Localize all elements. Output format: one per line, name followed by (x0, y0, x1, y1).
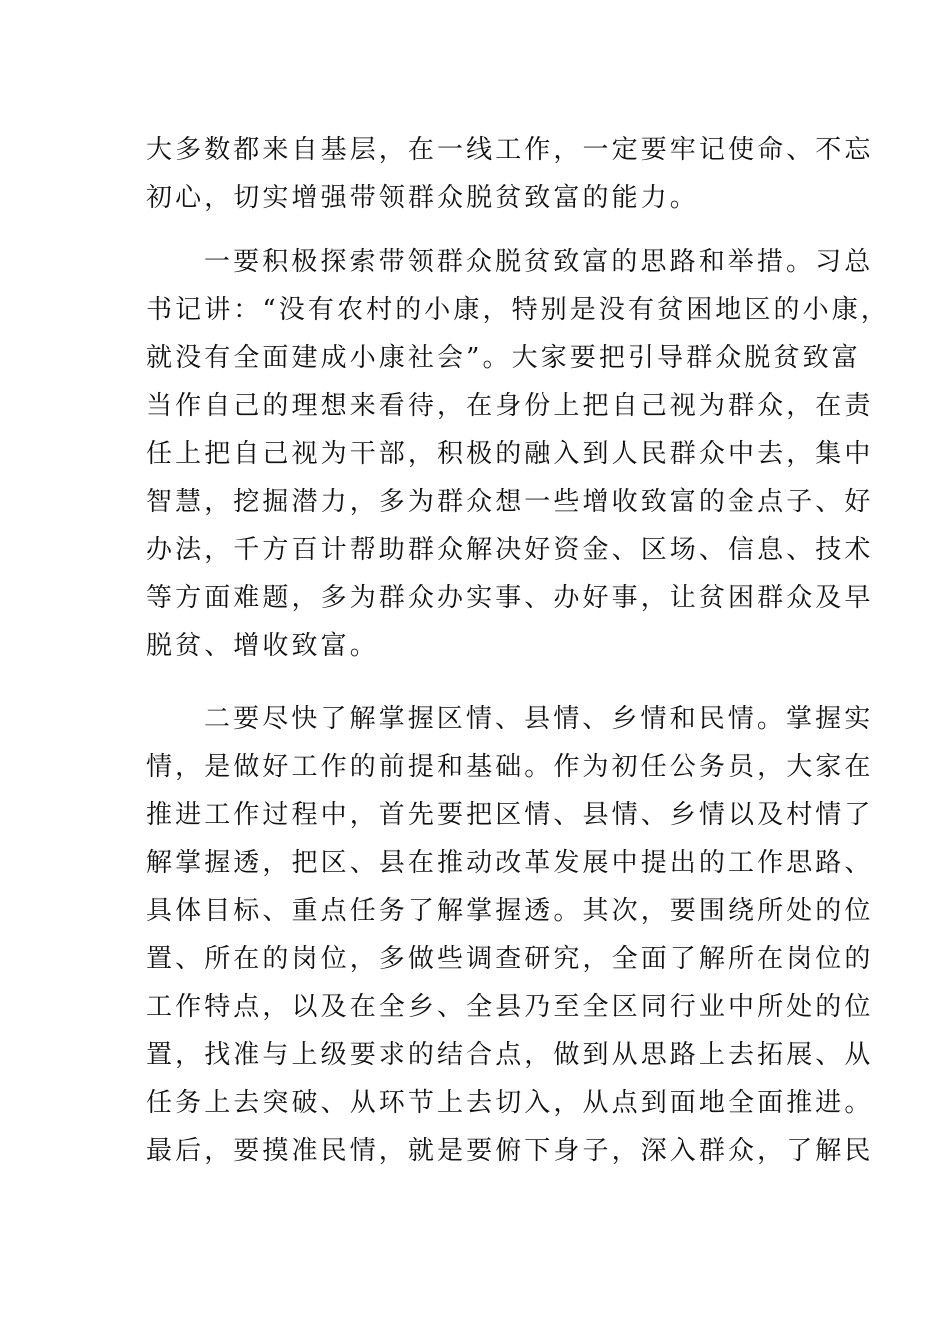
text-line: 一要积极探索带领群众脱贫致富的思路和举措。习总 (204, 247, 874, 277)
text-line: 置、所在的岗位，多做些调查研究，全面了解所在岗位的 (146, 944, 874, 974)
text-line: 办法，千方百计帮助群众解决好资金、区场、信息、技术 (146, 535, 874, 565)
text-line: 最后，要摸准民情，就是要俯下身子，深入群众，了解民 (146, 1136, 874, 1166)
text-line: 大多数都来自基层，在一线工作，一定要牢记使命、不忘 (146, 135, 874, 165)
text-line: 置，找准与上级要求的结合点，做到从思路上去拓展、从 (146, 1040, 874, 1070)
paragraph-understand-conditions (146, 695, 874, 1175)
paragraph-continuation (146, 126, 874, 222)
text-line: 工作特点，以及在全乡、全县乃至全区同行业中所处的位 (146, 992, 874, 1022)
text-line: 二要尽快了解掌握区情、县情、乡情和民情。掌握实 (204, 704, 874, 734)
text-line: 等方面难题，多为群众办实事、办好事，让贫困群众及早 (146, 583, 874, 613)
text-line: 就没有全面建成小康社会”。大家要把引导群众脱贫致富 (146, 343, 861, 373)
text-line: 智慧，挖掘潜力，多为群众想一些增收致富的金点子、好 (146, 487, 874, 517)
text-line: 具体目标、重点任务了解掌握透。其次，要围绕所处的位 (146, 896, 874, 926)
text-line: 解掌握透，把区、县在推动改革发展中提出的工作思路、 (146, 848, 874, 878)
text-line: 推进工作过程中，首先要把区情、县情、乡情以及村情了 (146, 800, 874, 830)
text-line: 脱贫、增收致富。 (146, 631, 379, 661)
paragraph-poverty-alleviation (146, 238, 890, 670)
text-line: 任上把自己视为干部，积极的融入到人民群众中去，集中 (146, 439, 874, 469)
text-line: 当作自己的理想来看待，在身份上把自己视为群众，在责 (146, 391, 874, 421)
text-line: 任务上去突破、从环节上去切入，从点到面地全面推进。 (146, 1088, 874, 1118)
text-line: 初心，切实增强带领群众脱贫致富的能力。 (146, 183, 699, 213)
text-line: 情，是做好工作的前提和基础。作为初任公务员，大家在 (146, 752, 874, 782)
text-line: 书记讲：“没有农村的小康，特别是没有贫困地区的小康， (146, 295, 890, 325)
